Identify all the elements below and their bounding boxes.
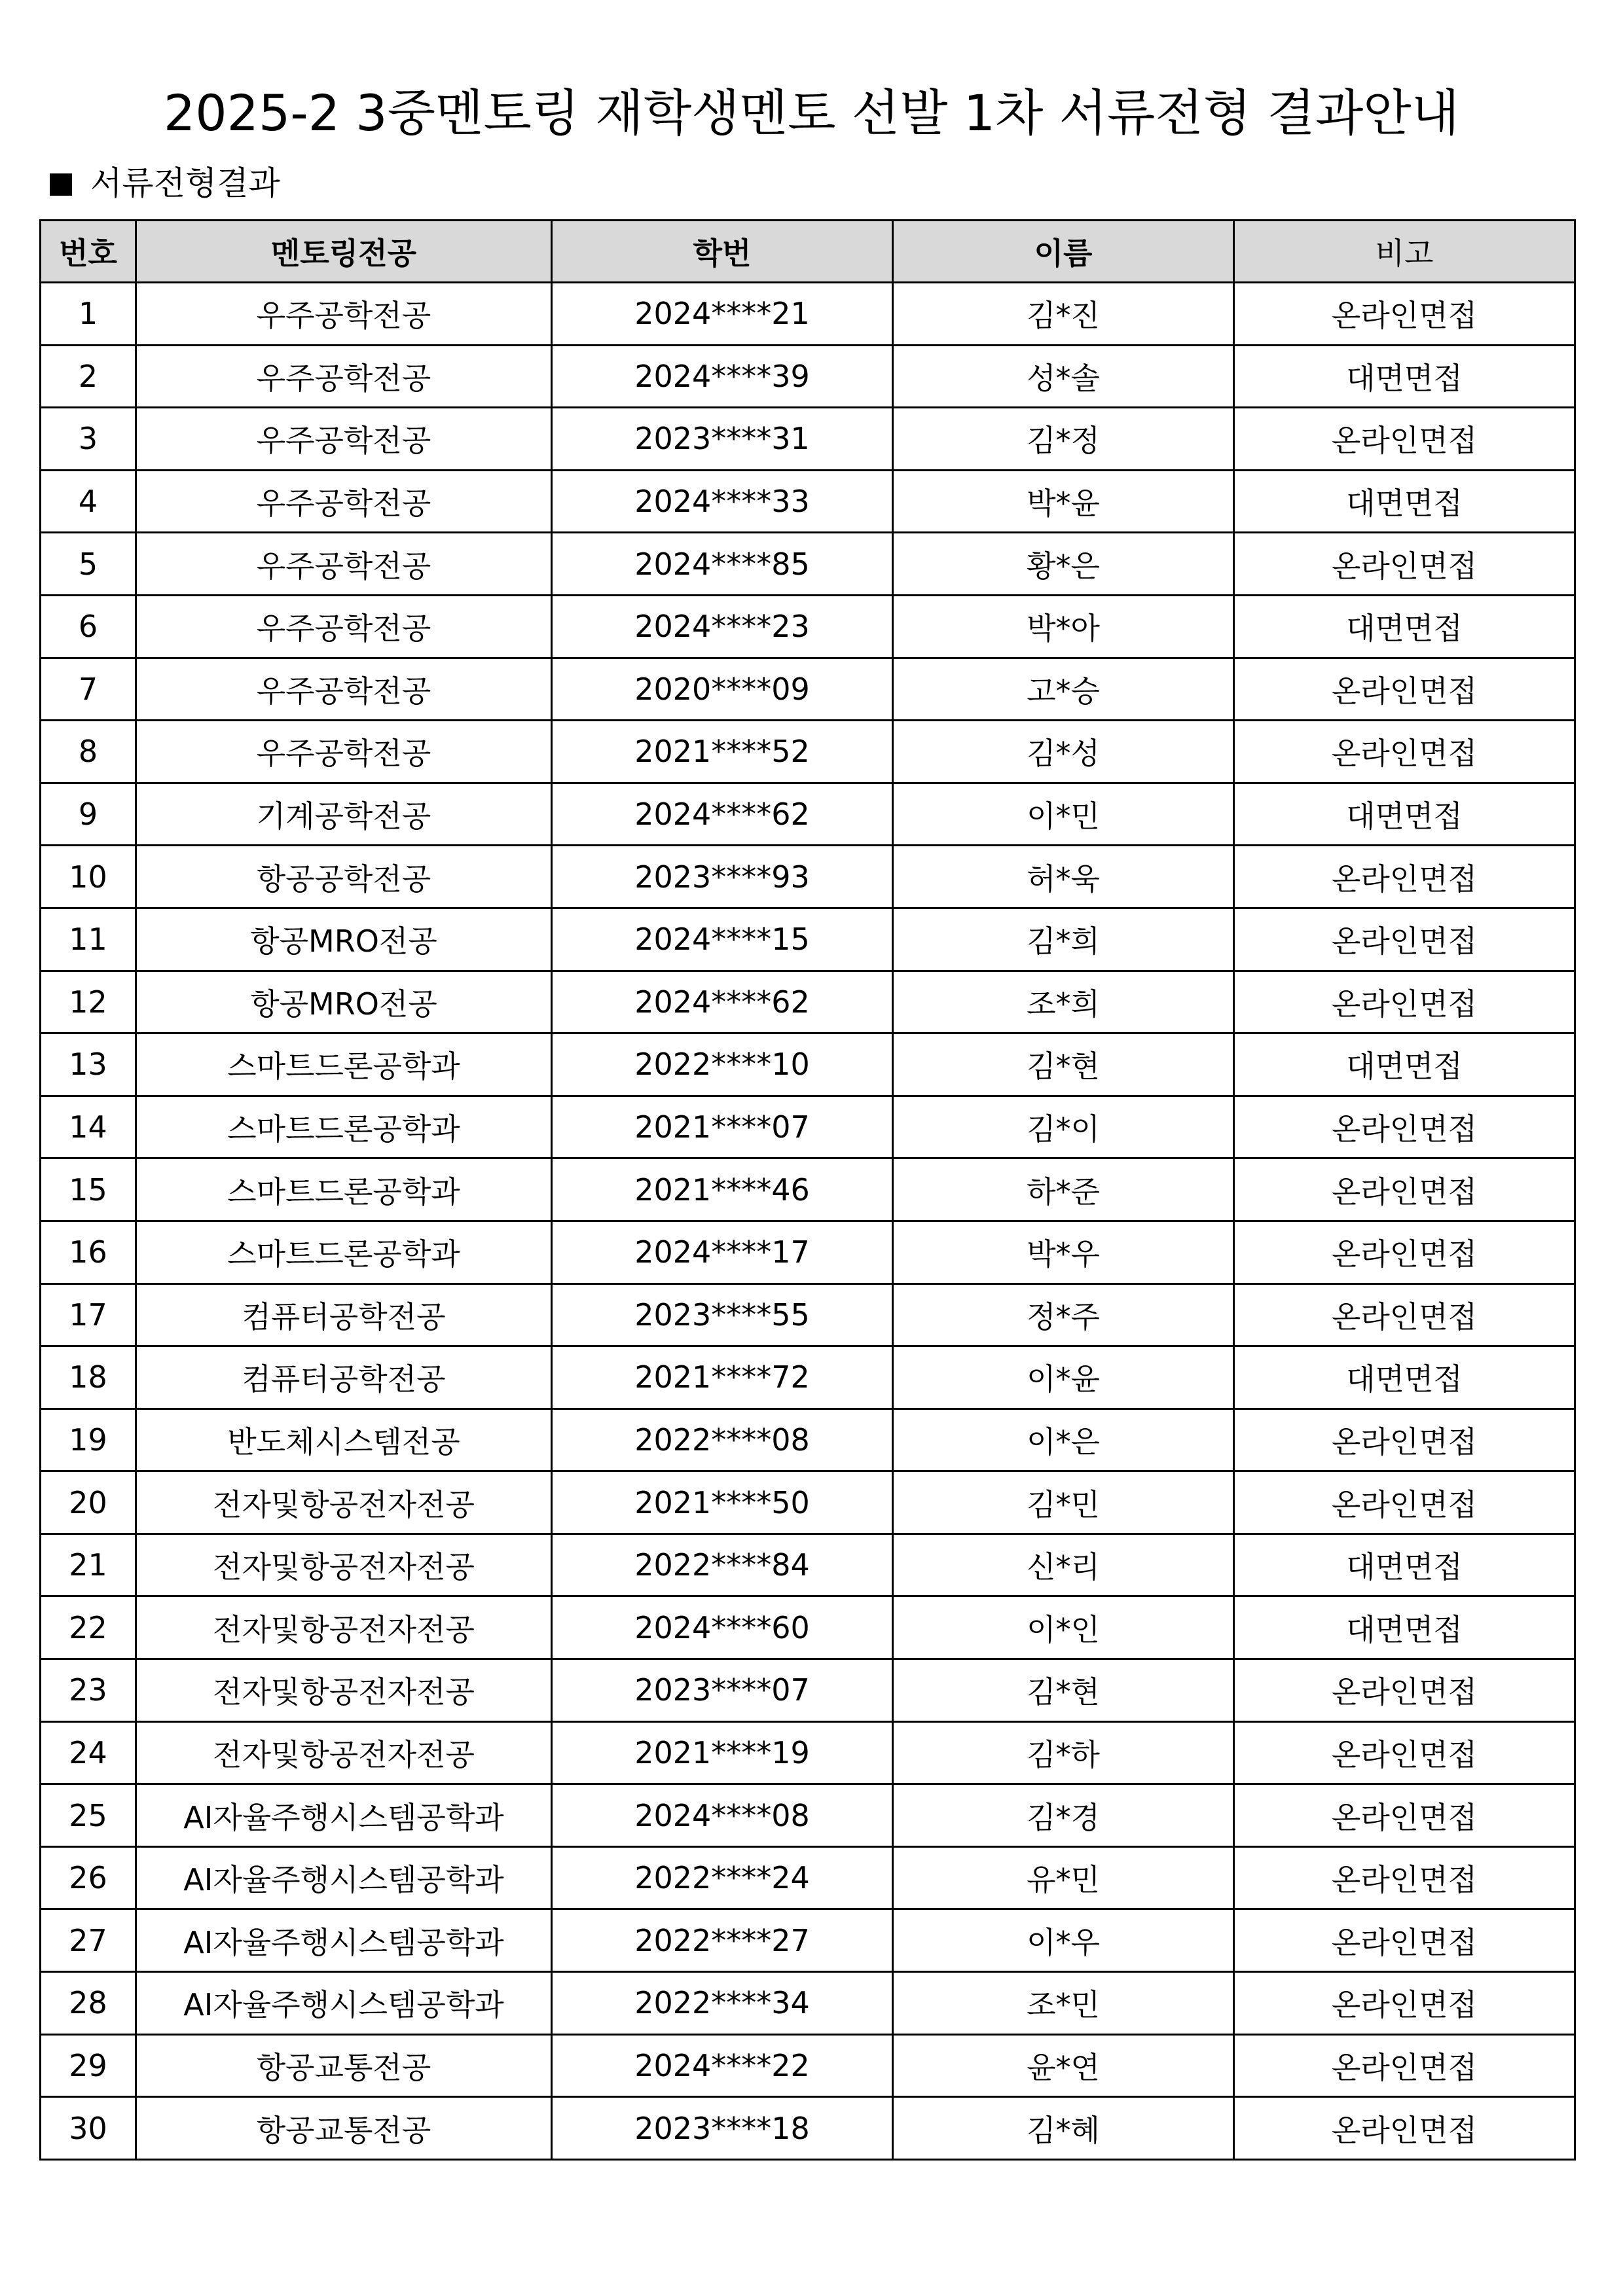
- table-row: [41, 1596, 1575, 1659]
- interview-type: 온라인면접: [1234, 2097, 1575, 2160]
- student-id: 2024****22: [552, 2034, 893, 2097]
- student-name: 박*우: [893, 1221, 1234, 1283]
- table-row: [41, 846, 1575, 908]
- interview-type: 대면면접: [1234, 1346, 1575, 1409]
- interview-type: 온라인면접: [1234, 1721, 1575, 1784]
- student-id: 2023****55: [552, 1283, 893, 1346]
- mentoring-major: 전자및항공전자전공: [136, 1659, 552, 1722]
- row-number: 28: [41, 1972, 136, 2035]
- row-number: 20: [41, 1471, 136, 1534]
- table-header-row: [41, 221, 1575, 283]
- table-row: [41, 783, 1575, 846]
- interview-type: 온라인면접: [1234, 533, 1575, 596]
- student-id: 2022****08: [552, 1408, 893, 1471]
- student-id: 2024****15: [552, 908, 893, 971]
- student-id: 2023****93: [552, 846, 893, 908]
- mentoring-major: 기계공학전공: [136, 783, 552, 846]
- row-number: 4: [41, 470, 136, 533]
- student-name: 황*은: [893, 533, 1234, 596]
- header-note: 비고: [1234, 221, 1575, 283]
- table-row: [41, 1221, 1575, 1283]
- interview-type: 대면면접: [1234, 1596, 1575, 1659]
- student-id: 2024****62: [552, 783, 893, 846]
- student-name: 김*민: [893, 1471, 1234, 1534]
- interview-type: 대면면접: [1234, 595, 1575, 658]
- table-row: [41, 1534, 1575, 1596]
- student-id: 2024****62: [552, 971, 893, 1033]
- interview-type: 대면면접: [1234, 1033, 1575, 1096]
- student-name: 신*리: [893, 1534, 1234, 1596]
- mentoring-major: 우주공학전공: [136, 470, 552, 533]
- mentoring-major: AI자율주행시스템공학과: [136, 1784, 552, 1847]
- student-name: 정*주: [893, 1283, 1234, 1346]
- mentoring-major: AI자율주행시스템공학과: [136, 1846, 552, 1909]
- row-number: 15: [41, 1158, 136, 1221]
- table-row: [41, 1784, 1575, 1847]
- student-id: 2024****85: [552, 533, 893, 596]
- row-number: 24: [41, 1721, 136, 1784]
- table-row: [41, 533, 1575, 596]
- row-number: 13: [41, 1033, 136, 1096]
- section-label: 서류전형결과: [90, 164, 280, 202]
- table-row: [41, 1346, 1575, 1409]
- row-number: 3: [41, 408, 136, 471]
- mentoring-major: 스마트드론공학과: [136, 1033, 552, 1096]
- student-id: 2021****72: [552, 1346, 893, 1409]
- student-name: 조*민: [893, 1972, 1234, 2035]
- interview-type: 대면면접: [1234, 783, 1575, 846]
- mentoring-major: 전자및항공전자전공: [136, 1721, 552, 1784]
- student-id: 2021****52: [552, 721, 893, 783]
- header-student-id: 학번: [552, 221, 893, 283]
- row-number: 19: [41, 1408, 136, 1471]
- row-number: 17: [41, 1283, 136, 1346]
- student-id: 2022****84: [552, 1534, 893, 1596]
- table-row: [41, 1972, 1575, 2035]
- interview-type: 대면면접: [1234, 470, 1575, 533]
- mentoring-major: 스마트드론공학과: [136, 1221, 552, 1283]
- square-bullet-icon: [50, 173, 72, 196]
- interview-type: 온라인면접: [1234, 1909, 1575, 1972]
- student-id: 2021****19: [552, 1721, 893, 1784]
- student-name: 김*진: [893, 283, 1234, 346]
- mentoring-major: 우주공학전공: [136, 408, 552, 471]
- student-id: 2022****27: [552, 1909, 893, 1972]
- mentoring-major: 컴퓨터공학전공: [136, 1283, 552, 1346]
- student-name: 김*혜: [893, 2097, 1234, 2160]
- student-id: 2022****10: [552, 1033, 893, 1096]
- mentoring-major: 스마트드론공학과: [136, 1096, 552, 1158]
- section-heading: [50, 160, 280, 206]
- mentoring-major: 우주공학전공: [136, 283, 552, 346]
- row-number: 12: [41, 971, 136, 1033]
- student-name: 박*아: [893, 595, 1234, 658]
- mentoring-major: 항공MRO전공: [136, 908, 552, 971]
- row-number: 11: [41, 908, 136, 971]
- table-row: [41, 2034, 1575, 2097]
- row-number: 6: [41, 595, 136, 658]
- row-number: 10: [41, 846, 136, 908]
- student-name: 김*하: [893, 1721, 1234, 1784]
- table-row: [41, 658, 1575, 721]
- student-id: 2021****07: [552, 1096, 893, 1158]
- interview-type: 온라인면접: [1234, 1221, 1575, 1283]
- mentoring-major: 우주공학전공: [136, 658, 552, 721]
- table-row: [41, 1096, 1575, 1158]
- row-number: 22: [41, 1596, 136, 1659]
- student-id: 2022****24: [552, 1846, 893, 1909]
- mentoring-major: 우주공학전공: [136, 595, 552, 658]
- table-row: [41, 1158, 1575, 1221]
- row-number: 7: [41, 658, 136, 721]
- table-row: [41, 1471, 1575, 1534]
- student-name: 박*윤: [893, 470, 1234, 533]
- student-name: 윤*연: [893, 2034, 1234, 2097]
- mentoring-major: 스마트드론공학과: [136, 1158, 552, 1221]
- mentoring-major: 우주공학전공: [136, 721, 552, 783]
- table-row: [41, 1033, 1575, 1096]
- row-number: 14: [41, 1096, 136, 1158]
- interview-type: 온라인면접: [1234, 1283, 1575, 1346]
- student-name: 하*준: [893, 1158, 1234, 1221]
- student-id: 2020****09: [552, 658, 893, 721]
- interview-type: 온라인면접: [1234, 846, 1575, 908]
- table-row: [41, 1283, 1575, 1346]
- mentoring-major: 반도체시스템전공: [136, 1408, 552, 1471]
- table-row: [41, 971, 1575, 1033]
- student-name: 김*현: [893, 1659, 1234, 1722]
- row-number: 9: [41, 783, 136, 846]
- row-number: 29: [41, 2034, 136, 2097]
- table-row: [41, 1909, 1575, 1972]
- table-row: [41, 408, 1575, 471]
- table-row: [41, 1408, 1575, 1471]
- table-row: [41, 283, 1575, 346]
- student-id: 2021****50: [552, 1471, 893, 1534]
- mentoring-major: 컴퓨터공학전공: [136, 1346, 552, 1409]
- student-id: 2023****31: [552, 408, 893, 471]
- header-name: 이름: [893, 221, 1234, 283]
- interview-type: 온라인면접: [1234, 658, 1575, 721]
- student-name: 성*솔: [893, 345, 1234, 408]
- student-id: 2024****17: [552, 1221, 893, 1283]
- table-row: [41, 2097, 1575, 2160]
- interview-type: 온라인면접: [1234, 1846, 1575, 1909]
- student-name: 김*경: [893, 1784, 1234, 1847]
- mentoring-major: 우주공학전공: [136, 345, 552, 408]
- interview-type: 온라인면접: [1234, 971, 1575, 1033]
- student-name: 고*승: [893, 658, 1234, 721]
- mentoring-major: 전자및항공전자전공: [136, 1534, 552, 1596]
- row-number: 1: [41, 283, 136, 346]
- row-number: 26: [41, 1846, 136, 1909]
- interview-type: 온라인면접: [1234, 2034, 1575, 2097]
- interview-type: 온라인면접: [1234, 1408, 1575, 1471]
- table-body: [41, 283, 1575, 2160]
- table-row: [41, 1721, 1575, 1784]
- row-number: 18: [41, 1346, 136, 1409]
- interview-type: 온라인면접: [1234, 1784, 1575, 1847]
- student-id: 2024****33: [552, 470, 893, 533]
- student-id: 2024****60: [552, 1596, 893, 1659]
- interview-type: 온라인면접: [1234, 1158, 1575, 1221]
- interview-type: 온라인면접: [1234, 1096, 1575, 1158]
- student-name: 허*욱: [893, 846, 1234, 908]
- student-id: 2024****21: [552, 283, 893, 346]
- table-row: [41, 345, 1575, 408]
- interview-type: 온라인면접: [1234, 721, 1575, 783]
- student-name: 조*희: [893, 971, 1234, 1033]
- results-table: [39, 219, 1576, 2161]
- interview-type: 온라인면접: [1234, 1972, 1575, 2035]
- student-name: 김*현: [893, 1033, 1234, 1096]
- header-number: 번호: [41, 221, 136, 283]
- student-id: 2023****07: [552, 1659, 893, 1722]
- interview-type: 온라인면접: [1234, 908, 1575, 971]
- row-number: 5: [41, 533, 136, 596]
- student-name: 이*우: [893, 1909, 1234, 1972]
- row-number: 2: [41, 345, 136, 408]
- row-number: 30: [41, 2097, 136, 2160]
- header-major: 멘토링전공: [136, 221, 552, 283]
- page-title: 2025-2 3중멘토링 재학생멘토 선발 1차 서류전형 결과안내: [163, 84, 1460, 142]
- mentoring-major: 항공MRO전공: [136, 971, 552, 1033]
- row-number: 16: [41, 1221, 136, 1283]
- row-number: 27: [41, 1909, 136, 1972]
- student-name: 유*민: [893, 1846, 1234, 1909]
- student-name: 이*인: [893, 1596, 1234, 1659]
- interview-type: 대면면접: [1234, 345, 1575, 408]
- table-row: [41, 721, 1575, 783]
- mentoring-major: 항공교통전공: [136, 2034, 552, 2097]
- row-number: 21: [41, 1534, 136, 1596]
- mentoring-major: 우주공학전공: [136, 533, 552, 596]
- mentoring-major: 전자및항공전자전공: [136, 1596, 552, 1659]
- student-name: 김*이: [893, 1096, 1234, 1158]
- mentoring-major: 항공공학전공: [136, 846, 552, 908]
- table-row: [41, 908, 1575, 971]
- mentoring-major: 전자및항공전자전공: [136, 1471, 552, 1534]
- mentoring-major: 항공교통전공: [136, 2097, 552, 2160]
- interview-type: 온라인면접: [1234, 408, 1575, 471]
- row-number: 25: [41, 1784, 136, 1847]
- mentoring-major: AI자율주행시스템공학과: [136, 1909, 552, 1972]
- table-row: [41, 1659, 1575, 1722]
- student-name: 김*희: [893, 908, 1234, 971]
- student-name: 이*은: [893, 1408, 1234, 1471]
- student-name: 김*정: [893, 408, 1234, 471]
- student-id: 2024****08: [552, 1784, 893, 1847]
- student-id: 2022****34: [552, 1972, 893, 2035]
- student-name: 김*성: [893, 721, 1234, 783]
- student-id: 2021****46: [552, 1158, 893, 1221]
- interview-type: 대면면접: [1234, 1534, 1575, 1596]
- student-id: 2024****23: [552, 595, 893, 658]
- interview-type: 온라인면접: [1234, 1659, 1575, 1722]
- row-number: 23: [41, 1659, 136, 1722]
- student-id: 2023****18: [552, 2097, 893, 2160]
- table-row: [41, 470, 1575, 533]
- table-row: [41, 1846, 1575, 1909]
- table-row: [41, 595, 1575, 658]
- student-name: 이*윤: [893, 1346, 1234, 1409]
- interview-type: 온라인면접: [1234, 1471, 1575, 1534]
- student-name: 이*민: [893, 783, 1234, 846]
- student-id: 2024****39: [552, 345, 893, 408]
- row-number: 8: [41, 721, 136, 783]
- interview-type: 온라인면접: [1234, 283, 1575, 346]
- mentoring-major: AI자율주행시스템공학과: [136, 1972, 552, 2035]
